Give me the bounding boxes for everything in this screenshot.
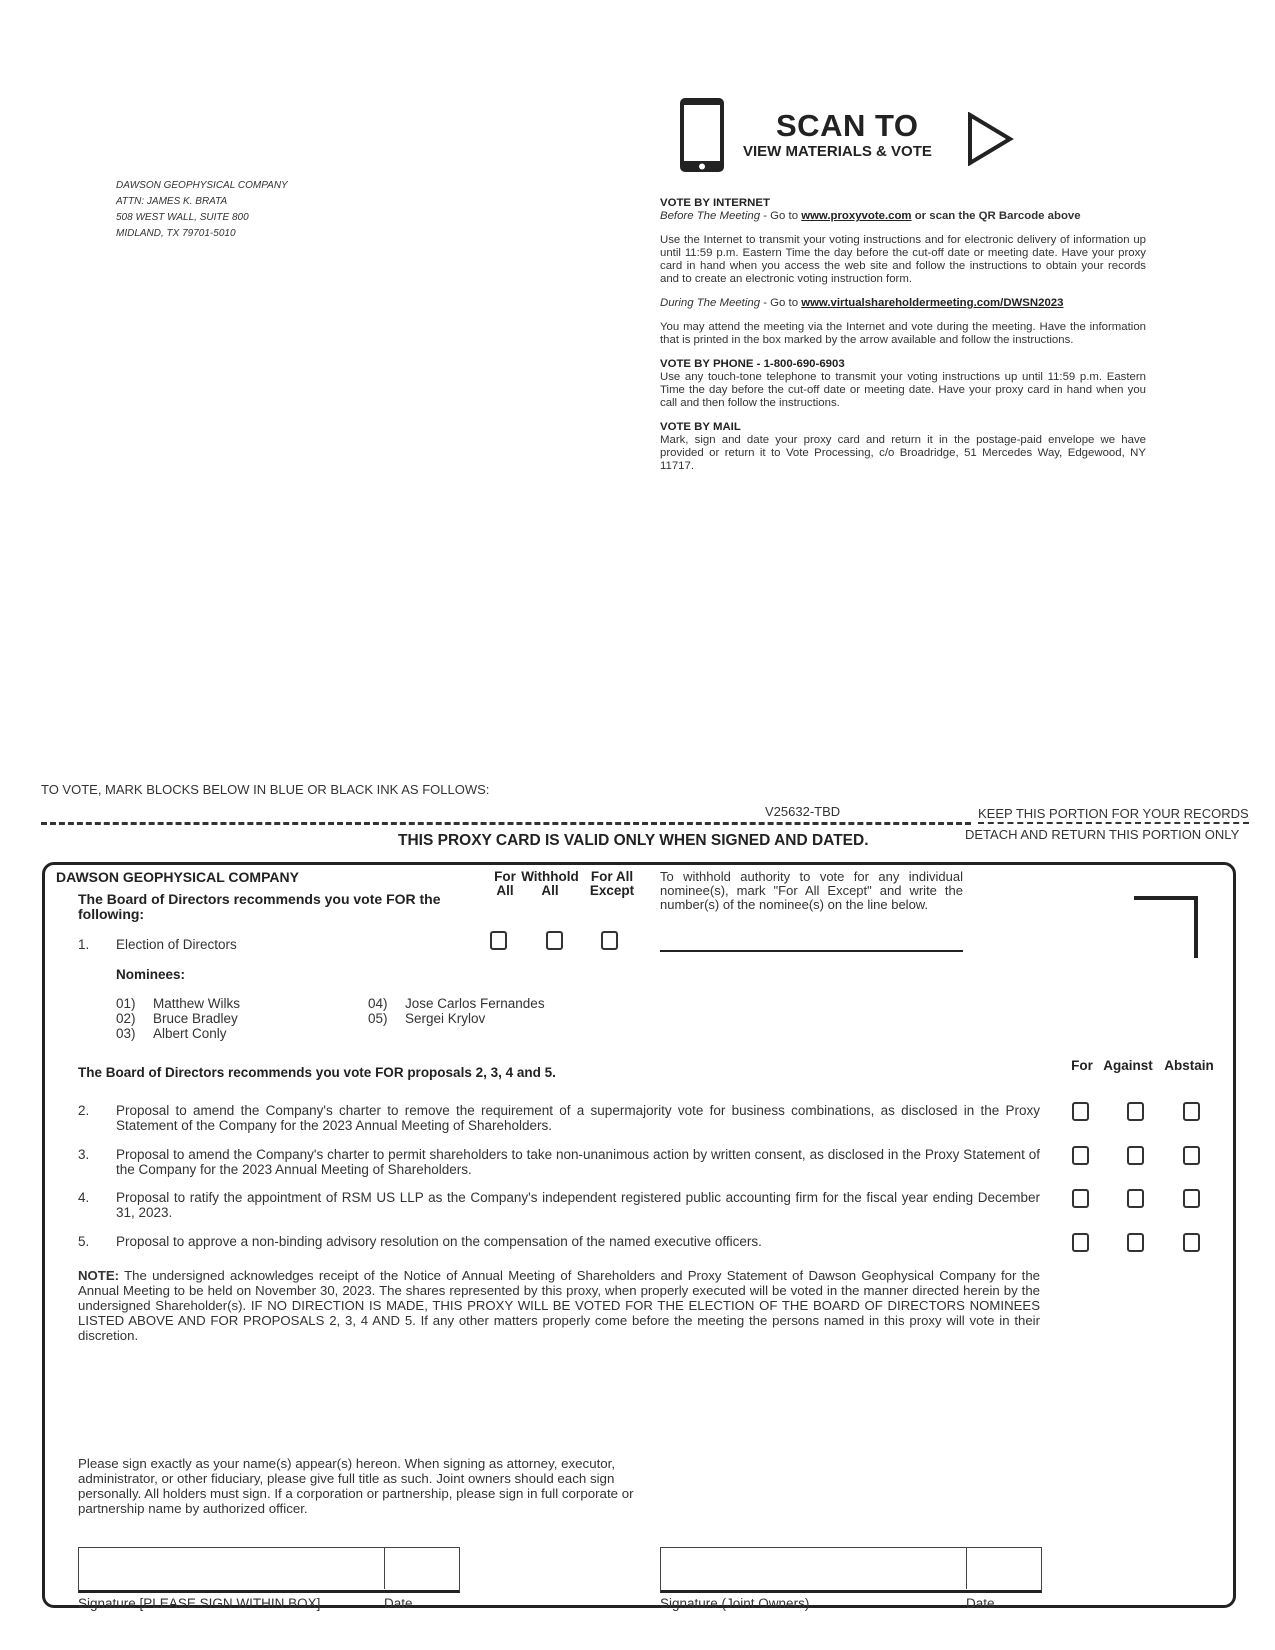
proposal-against-checkbox[interactable] [1127, 1146, 1144, 1165]
vote-phone-heading: VOTE BY PHONE - 1-800-690-6903 [660, 358, 845, 370]
col-abstain: Abstain [1164, 1058, 1214, 1073]
proposal-for-checkbox[interactable] [1072, 1146, 1089, 1165]
proposal-number: 4. [78, 1190, 90, 1205]
proposal-text: Proposal to approve a non-binding advisory resolution on the compensation of the named executive officers. [116, 1234, 762, 1249]
return-address [116, 178, 288, 242]
nominee-number: 05) [368, 1011, 388, 1026]
proposals-recommendation: The Board of Directors recommends you vote FOR proposals 2, 3, 4 and 5. [78, 1065, 556, 1080]
proposal-number: 3. [78, 1147, 90, 1162]
withhold-instructions: To withhold authority to vote for any individual nominee(s), mark "For All Except" and write the number(s) of the nominee(s) on the line below. [660, 869, 963, 912]
vote-mail-body: Mark, sign and date your proxy card and return it in the postage-paid envelope we have provided or return it to Vote Processing, c/o Broadridge, 51 Mercedes Way, Edgewood, NY 11717. [660, 434, 1146, 472]
proposal-against-checkbox[interactable] [1127, 1102, 1144, 1121]
proposal-for-checkbox[interactable] [1072, 1102, 1089, 1121]
control-code: V25632-TBD [765, 804, 841, 819]
during-meeting-body: You may attend the meeting via the Internet and vote during the meeting. Have the information that is printed in the box marked by the arrow available and follow the instructions. [660, 321, 1146, 346]
card-company-name: DAWSON GEOPHYSICAL COMPANY [56, 869, 299, 885]
date-label: Date [384, 1596, 413, 1611]
scan-title: SCAN TO [776, 108, 919, 143]
proxy-note [78, 1268, 1040, 1343]
withhold-all-checkbox[interactable] [546, 931, 563, 950]
nominee-name: Sergei Krylov [405, 1011, 486, 1026]
joint-signature-box[interactable] [660, 1547, 1042, 1593]
for-all-checkbox[interactable] [490, 931, 507, 950]
note-label: NOTE: [78, 1268, 120, 1283]
proposal-text: Proposal to ratify the appointment of RSM US LLP as the Company's independent registered public accounting firm for the fiscal year ending December 31, 2023. [116, 1190, 1040, 1220]
nominee-name: Matthew Wilks [153, 996, 241, 1011]
election-of-directors-label: Election of Directors [116, 937, 237, 952]
vote-internet-body: Use the Internet to transmit your voting instructions and for electronic delivery of information up until 11:59 p.m. Eastern Time the day before the cut-off date or meeting date. Have your proxy card in hand when you access the web site and follow the instructions to obtain your records and to create an electronic voting instruction form. [660, 234, 1146, 285]
nominee-exception-line[interactable] [660, 950, 963, 952]
virtual-meeting-link[interactable]: www.virtualshareholdermeeting.com/DWSN2023 [801, 297, 1064, 309]
proposal-abstain-checkbox[interactable] [1183, 1146, 1200, 1165]
directors-recommendation: The Board of Directors recommends you vote FOR the following: [78, 891, 441, 922]
nominee-name: Bruce Bradley [153, 1011, 238, 1026]
col-for-all-except: For All Except [589, 869, 635, 898]
proposal-number: 2. [78, 1103, 90, 1118]
proposal-against-checkbox[interactable] [1127, 1189, 1144, 1208]
smartphone-icon [678, 96, 726, 174]
play-arrow-icon [966, 112, 1014, 166]
signature-label: Signature [PLEASE SIGN WITHIN BOX] [78, 1596, 321, 1611]
col-for: For [1071, 1058, 1093, 1073]
nominee-number: 01) [116, 996, 136, 1011]
detach-line [41, 822, 971, 825]
valid-notice: THIS PROXY CARD IS VALID ONLY WHEN SIGNED AND DATED. [398, 832, 869, 849]
note-text: The undersigned acknowledges receipt of the Notice of Annual Meeting of Shareholders and Proxy Statement of Dawson Geophysical Company for the Annual Meeting to be held on November 30, 2023. The shares represented by this proxy, when properly executed will be voted in the manner directed herein by the undersigned Shareholder(s). IF NO DIRECTION IS MADE, THIS PROXY WILL BE VOTED FOR THE ELECTION OF THE BOARD OF DIRECTORS NOMINEES LISTED ABOVE AND FOR PROPOSALS 2, 3, 4 AND 5. If any other matters properly come before the meeting the persons named in this proxy will vote in their discretion. [78, 1268, 1040, 1343]
nominees-heading: Nominees: [116, 967, 186, 982]
nominee-number: 02) [116, 1011, 136, 1026]
proposal-for-checkbox[interactable] [1072, 1189, 1089, 1208]
proposal-text: Proposal to amend the Company's charter to permit shareholders to take non-unanimous action by written consent, as disclosed in the Proxy Statement of the Company for the 2023 Annual Meeting of Shareholders. [116, 1147, 1040, 1177]
corner-mark [1134, 896, 1198, 958]
proposal-abstain-checkbox[interactable] [1183, 1189, 1200, 1208]
before-meeting-line: Before The Meeting - Go to www.proxyvote.com or scan the QR Barcode above [660, 210, 1081, 222]
vote-mail-heading: VOTE BY MAIL [660, 421, 741, 433]
nominee-name: Jose Carlos Fernandes [405, 996, 545, 1011]
item-number: 1. [78, 937, 90, 952]
nominee-name: Albert Conly [153, 1026, 227, 1041]
proposal-abstain-checkbox[interactable] [1183, 1102, 1200, 1121]
nominee-number: 04) [368, 996, 388, 1011]
proposal-for-checkbox[interactable] [1072, 1233, 1089, 1252]
address-line: DAWSON GEOPHYSICAL COMPANY [116, 180, 288, 191]
before-meeting-label: Before The Meeting [660, 210, 761, 222]
scan-subtitle: VIEW MATERIALS & VOTE [743, 143, 932, 160]
nominee-number: 03) [116, 1026, 136, 1041]
proposal-against-checkbox[interactable] [1127, 1233, 1144, 1252]
voting-instructions [660, 197, 1146, 473]
signature-box[interactable] [78, 1547, 460, 1593]
signature-date-divider [966, 1547, 967, 1589]
col-withhold-all: Withhold All [521, 869, 579, 898]
keep-portion-label: KEEP THIS PORTION FOR YOUR RECORDS [978, 806, 1249, 824]
proposal-number: 5. [78, 1234, 90, 1249]
address-line: 508 WEST WALL, SUITE 800 [116, 212, 249, 223]
signature-date-divider [384, 1547, 385, 1589]
joint-signature-label: Signature (Joint Owners) [660, 1596, 810, 1611]
col-for-all: For All [494, 869, 516, 898]
for-all-except-checkbox[interactable] [601, 931, 618, 950]
col-against: Against [1103, 1058, 1153, 1073]
address-line: ATTN: JAMES K. BRATA [116, 196, 228, 207]
during-meeting-line: During The Meeting - Go to www.virtualshareholdermeeting.com/DWSN2023 [660, 297, 1064, 309]
vote-internet-heading: VOTE BY INTERNET [660, 197, 770, 209]
proposal-abstain-checkbox[interactable] [1183, 1233, 1200, 1252]
signing-instructions: Please sign exactly as your name(s) appear(s) hereon. When signing as attorney, executor, administrator, or other fiduciary, please give full title as such. Joint owners should each sign personally. All holders must sign. If a corporation or partnership, please sign in full corporate or partnership name by authorized officer. [78, 1456, 634, 1516]
detach-portion-label: DETACH AND RETURN THIS PORTION ONLY [965, 827, 1240, 842]
date-label: Date [966, 1596, 995, 1611]
vote-phone-body: Use any touch-tone telephone to transmit your voting instructions up until 11:59 p.m. Eastern Time the day before the cut-off date or meeting date. Have your proxy card in hand when you call and then follow the instructions. [660, 371, 1146, 409]
during-meeting-label: During The Meeting [660, 297, 761, 309]
proxyvote-link[interactable]: www.proxyvote.com [801, 210, 912, 222]
proposal-text: Proposal to amend the Company's charter to remove the requirement of a supermajority vote for business combinations, as disclosed in the Proxy Statement of the Company for the 2023 Annual Meeting of Shareholders. [116, 1103, 1040, 1133]
address-line: MIDLAND, TX 79701-5010 [116, 228, 236, 239]
mark-instructions: TO VOTE, MARK BLOCKS BELOW IN BLUE OR BLACK INK AS FOLLOWS: [41, 782, 490, 797]
